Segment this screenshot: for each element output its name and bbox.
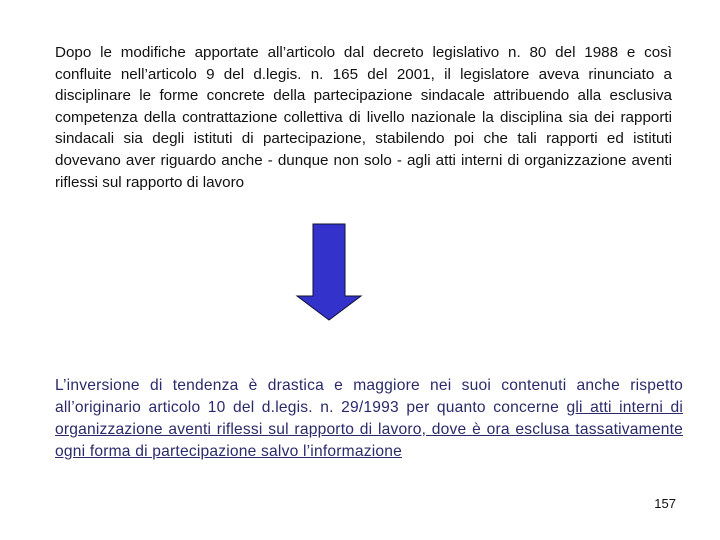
down-arrow-icon <box>290 220 370 325</box>
conclusion-underlined-text: gli atti interni di organizzazione aventi riflessi sul rapporto di lavoro, dove è ora esclusa tassativamente ogni forma di partecipazione salvo l’informazione <box>55 399 683 460</box>
conclusion-text: L’inversione di tendenza è drastica e maggiore nei suoi contenuti anche rispetto all’originario articolo 10 del d.legis. n. 29/1993 per quanto concerne <box>55 377 683 416</box>
conclusion-paragraph <box>55 375 683 463</box>
intro-paragraph: Dopo le modifiche apportate all’articolo dal decreto legislativo n. 80 del 1988 e così confluite nell’articolo 9 del d.legis. n. 165 del 2001, il legislatore aveva rinunciato a disciplinare le forme concrete della partecipazione sindacale attribuendo alla esclusiva competenza della contrattazione collettiva di livello nazionale la disciplina sia dei rapporti sindacali sia degli istituti di partecipazione, stabilendo poi che tali rapporti ed istituti dovevano aver riguardo anche - dunque non solo - agli atti interni di organizzazione aventi riflessi sul rapporto di lavoro <box>55 44 672 191</box>
page-number: 157 <box>654 496 676 511</box>
